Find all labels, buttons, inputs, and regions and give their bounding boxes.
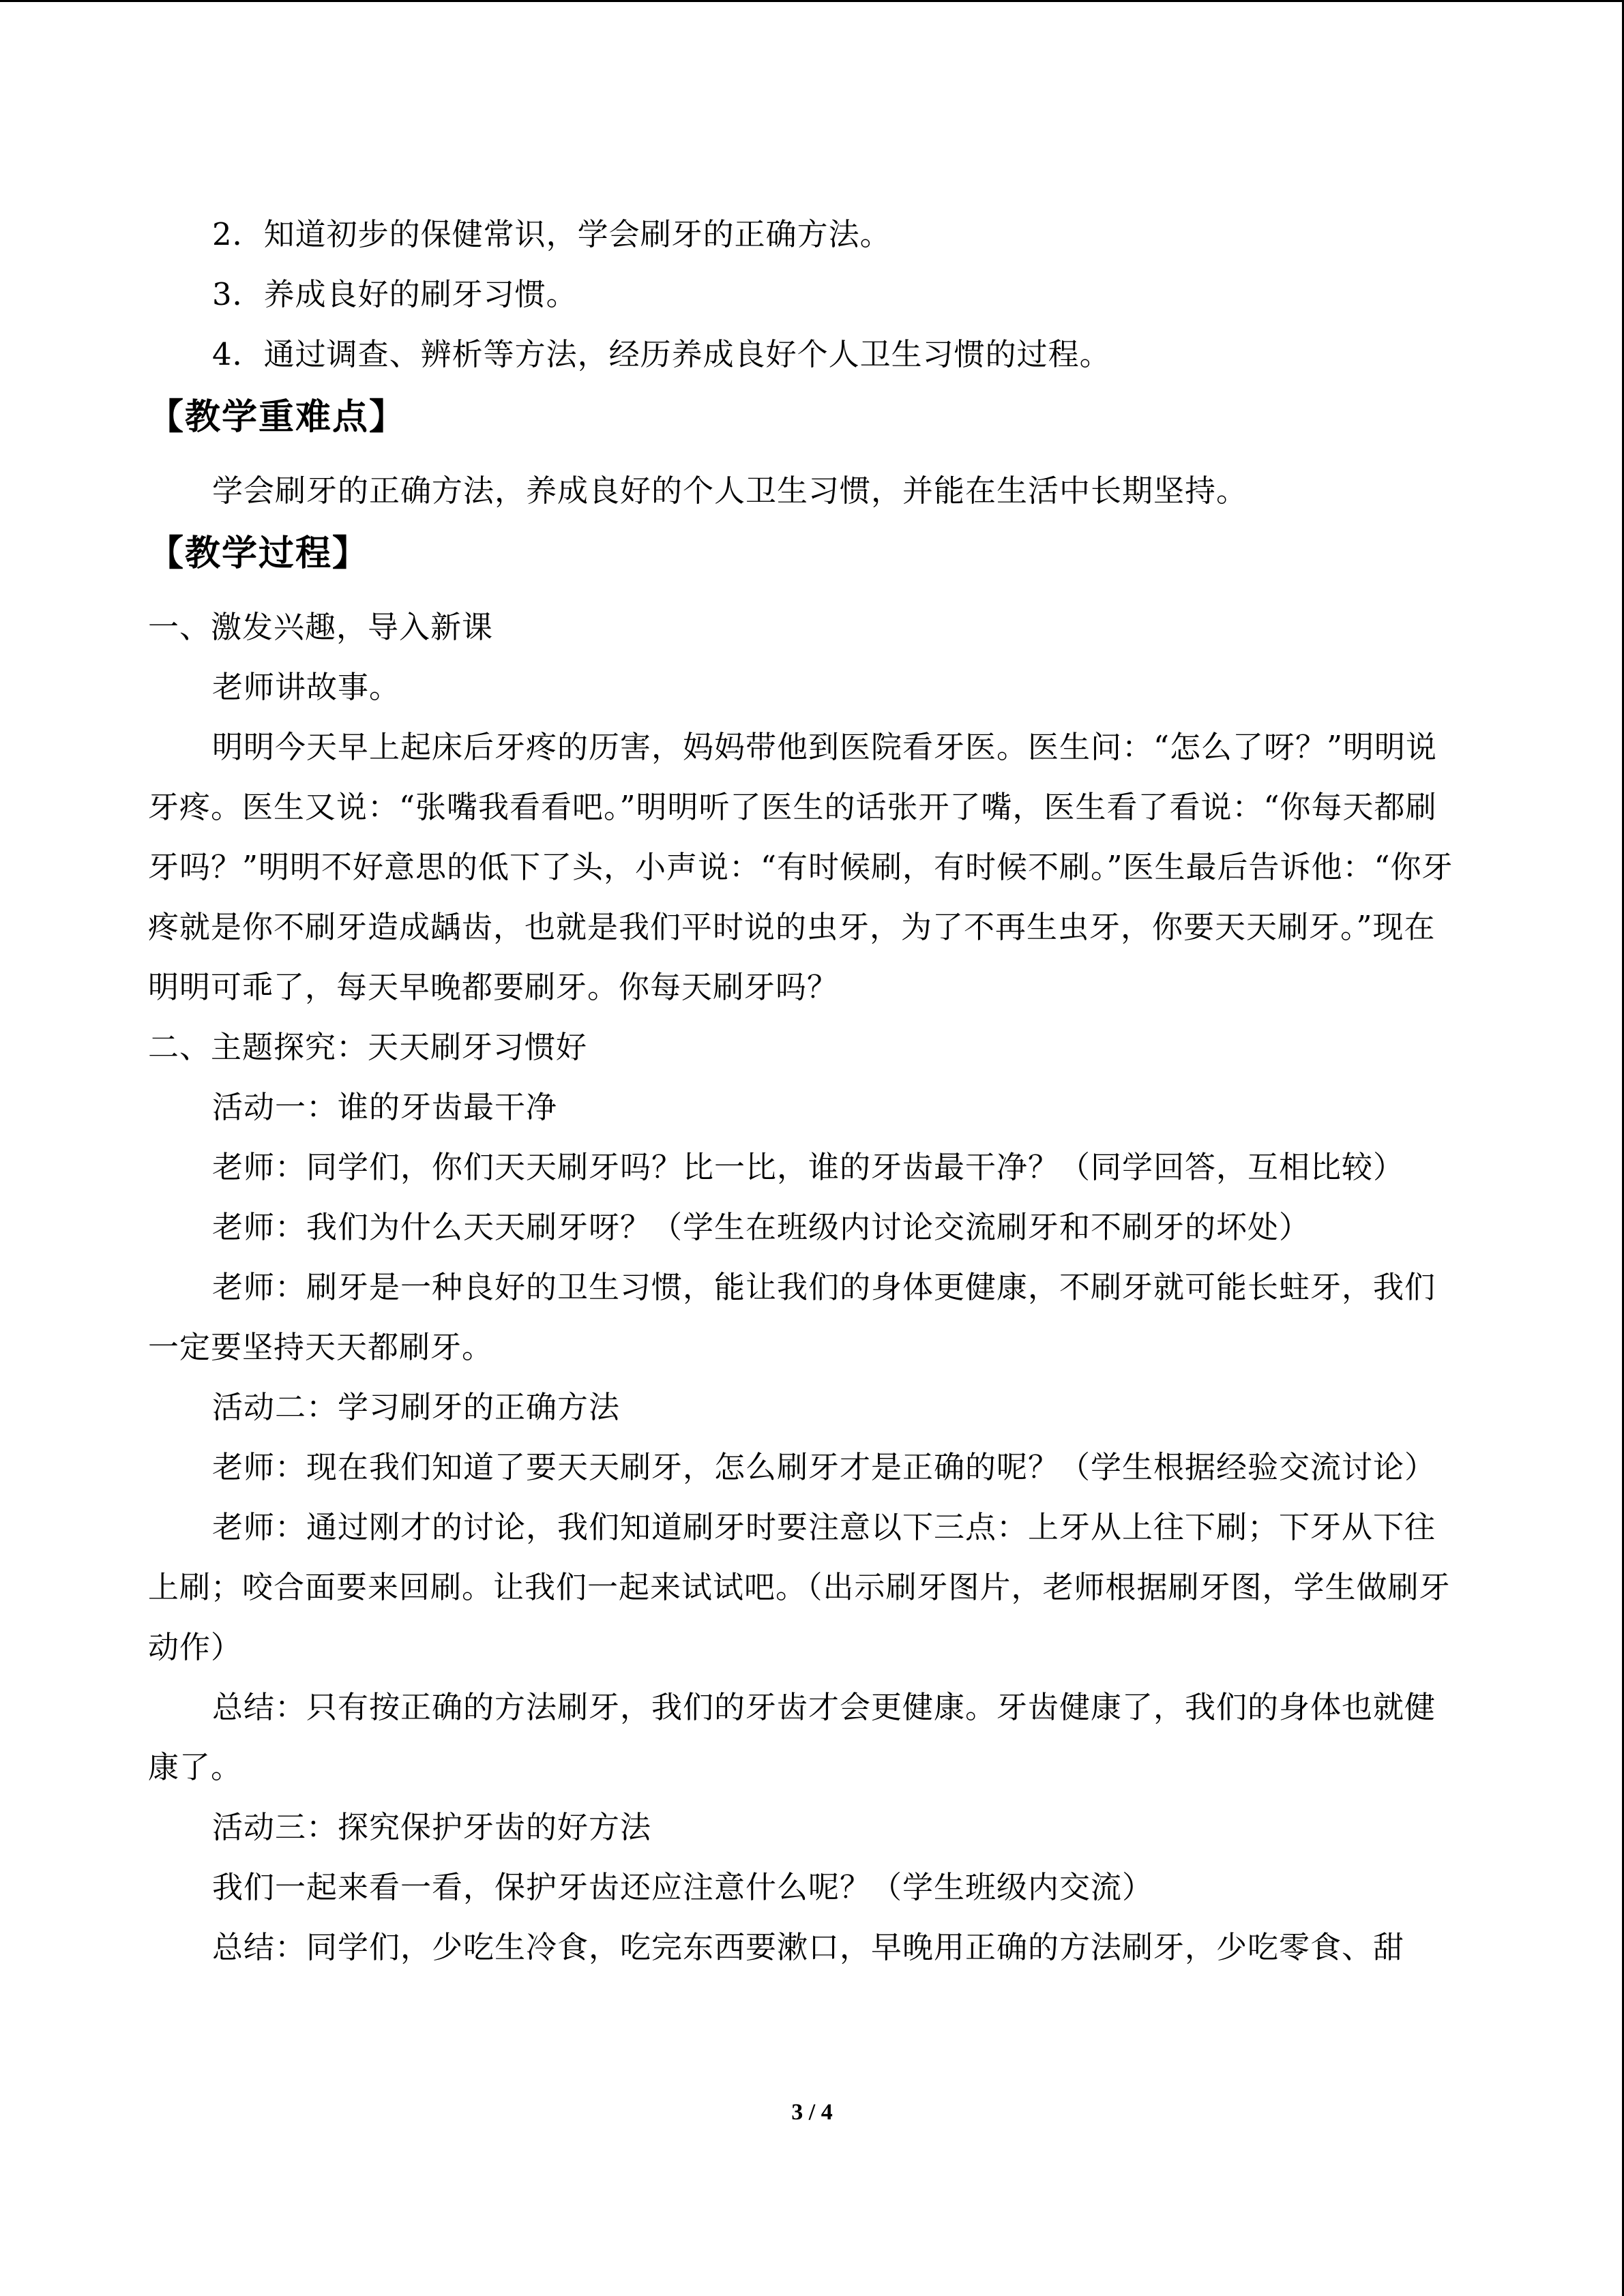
activity-1-title: 活动一：谁的牙齿最干净 <box>212 1089 558 1125</box>
part-1-title: 一、激发兴趣，导入新课 <box>148 609 494 645</box>
paragraph-activity-1-c: 老师：刷牙是一种良好的卫生习惯，能让我们的身体更健康，不刷牙就可能长蛀牙，我们一定要坚持天天都刷牙。 <box>148 1269 1436 1365</box>
paragraph-story: 明明今天早上起床后牙疼的历害，妈妈带他到医院看牙医。医生问：“怎么了呀？”明明说牙疼。医生又说：“张嘴我看看吧。”明明听了医生的话张开了嘴，医生看了看说：“你每天都刷牙吗？”明明不好意思的低下了头，小声说：“有时候刷，有时候不刷。”医生最后告诉他：“你牙疼就是你不刷牙造成龋齿，也就是我们平时说的虫牙，为了不再生虫牙，你要天天刷牙。”现在明明可乖了，每天早晚都要刷牙。你每天刷牙吗？ <box>148 729 1453 1005</box>
paragraph-activity-2-summary: 总结：只有按正确的方法刷牙，我们的牙齿才会更健康。牙齿健康了，我们的身体也就健康了。 <box>148 1689 1436 1785</box>
paragraph-activity-2-b: 老师：通过刚才的讨论，我们知道刷牙时要注意以下三点：上牙从上往下刷；下牙从下往上刷；咬合面要来回刷。让我们一起来试试吧。（出示刷牙图片，老师根据刷牙图，学生做刷牙动作） <box>148 1509 1451 1665</box>
objective-2: 2．知道初步的保健常识，学会刷牙的正确方法。 <box>212 216 891 252</box>
paragraph-activity-2-a: 老师：现在我们知道了要天天刷牙，怎么刷牙才是正确的呢？（学生根据经验交流讨论） <box>212 1449 1436 1485</box>
objective-4: 4．通过调查、辨析等方法，经历养成良好个人卫生习惯的过程。 <box>212 336 1111 372</box>
activity-2-title: 活动二：学习刷牙的正确方法 <box>212 1389 621 1425</box>
paragraph-activity-3-a: 我们一起来看一看，保护牙齿还应注意什么呢？（学生班级内交流） <box>212 1869 1154 1905</box>
key-points-text: 学会刷牙的正确方法，养成良好的个人卫生习惯，并能在生活中长期坚持。 <box>212 473 1248 509</box>
part-2-title: 二、主题探究：天天刷牙习惯好 <box>148 1029 588 1065</box>
section-heading-key-points: 【教学重难点】 <box>148 397 407 438</box>
section-heading-process: 【教学过程】 <box>148 533 370 574</box>
objective-3: 3．养成良好的刷牙习惯。 <box>212 276 578 312</box>
page-number: 3 / 4 <box>791 2100 833 2125</box>
paragraph-activity-1-a: 老师：同学们，你们天天刷牙吗？比一比，谁的牙齿最干净？（同学回答，互相比较） <box>212 1149 1405 1185</box>
paragraph-activity-3-summary: 总结：同学们，少吃生冷食，吃完东西要漱口，早晚用正确的方法刷牙，少吃零食、甜 <box>212 1929 1405 1965</box>
paragraph-teacher-story: 老师讲故事。 <box>212 669 401 705</box>
paragraph-activity-1-b: 老师：我们为什么天天刷牙呀？（学生在班级内讨论交流刷牙和不刷牙的坏处） <box>212 1209 1311 1245</box>
activity-3-title: 活动三：探究保护牙齿的好方法 <box>212 1809 652 1845</box>
document-body <box>148 205 1458 1978</box>
